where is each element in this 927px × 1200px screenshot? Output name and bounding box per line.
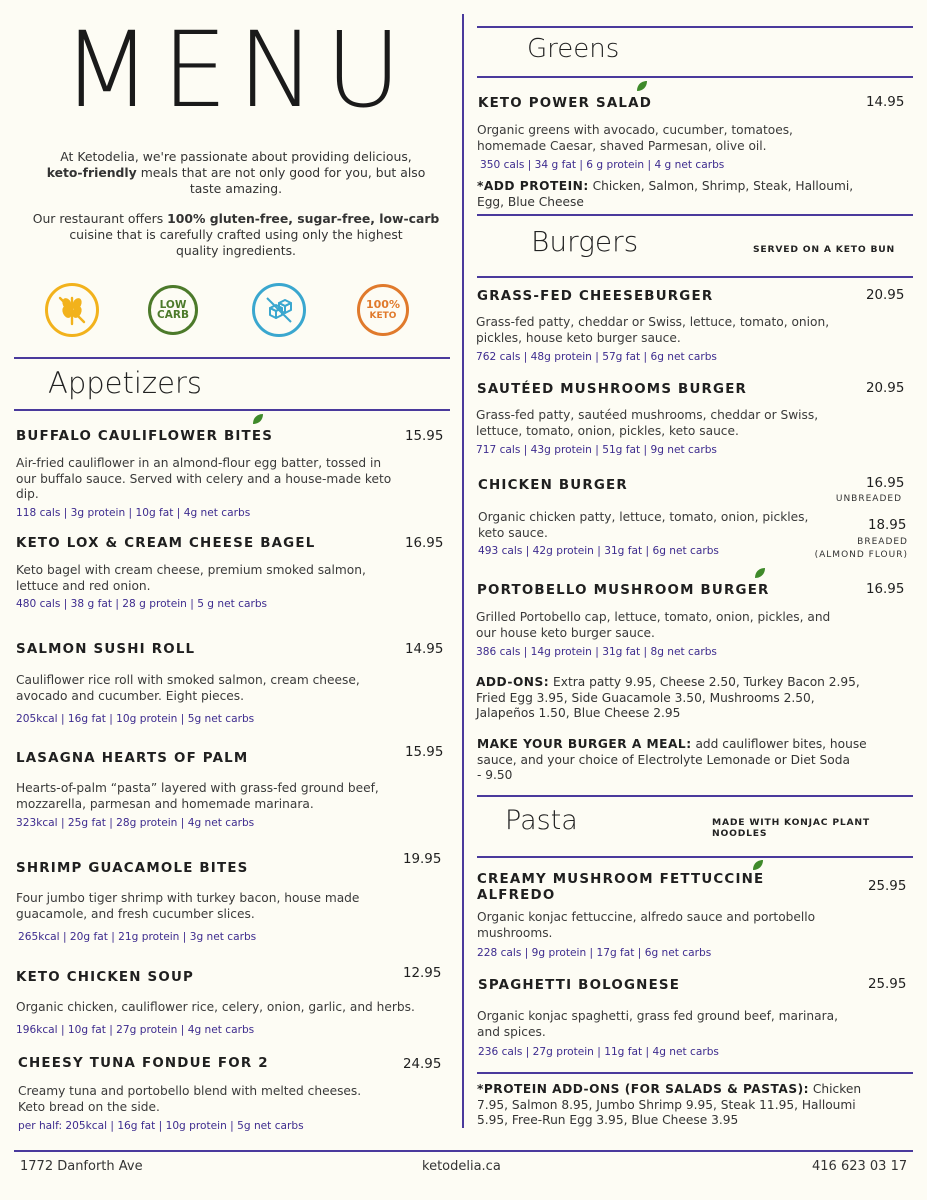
item-name: PORTOBELLO MUSHROOM BURGER xyxy=(477,583,770,598)
item-price: 16.95 xyxy=(866,476,905,491)
item-name: CHEESY TUNA FONDUE FOR 2 xyxy=(18,1056,269,1071)
intro-highlight: keto-friendly xyxy=(46,165,137,180)
pasta-rule-bottom xyxy=(477,856,913,858)
item-name: KETO LOX & CREAM CHEESE BAGEL xyxy=(16,536,316,551)
item-description: Creamy tuna and portobello blend with melted cheeses. Keto bread on the side. xyxy=(18,1084,362,1114)
addon-label: *ADD PROTEIN: xyxy=(477,179,589,193)
item-name: BUFFALO CAULIFLOWER BITES xyxy=(16,429,274,444)
burgers-rule-top xyxy=(477,214,913,216)
item-nutrition: per half: 205kcal | 16g fat | 10g protein | 5g net carbs xyxy=(18,1120,304,1132)
item-name: SAUTÉED MUSHROOMS BURGER xyxy=(477,382,748,397)
item-nutrition: 350 cals | 34 g fat | 6 g protein | 4 g net carbs xyxy=(480,159,725,171)
appetizers-rule-bottom xyxy=(14,409,450,411)
item-nutrition: 762 cals | 48g protein | 57g fat | 6g net carbs xyxy=(476,351,717,363)
burger-addons: ADD-ONS: Extra patty 9.95, Cheese 2.50, Turkey Bacon 2.95, Fried Egg 3.95, Side Guacamole 3.50, Mushrooms 2.50, Jalapeños 1.50, Blue Cheese 2.95 xyxy=(476,675,860,720)
addon-label: ADD-ONS: xyxy=(476,675,550,689)
item-price: 14.95 xyxy=(405,642,444,657)
burger-meal: MAKE YOUR BURGER A MEAL: add cauliflower bites, house sauce, and your choice of Electrolyte Lemonade or Diet Soda - 9.50 xyxy=(477,737,867,782)
keto-icon xyxy=(357,284,409,336)
greens-rule-top xyxy=(477,26,913,28)
item-name: LASAGNA HEARTS OF PALM xyxy=(16,751,249,766)
item-nutrition: 196kcal | 10g fat | 27g protein | 4g net carbs xyxy=(16,1024,255,1036)
center-divider xyxy=(462,14,464,1128)
intro-paragraph-2 xyxy=(30,211,442,259)
price-note-breaded: BREADED (ALMOND FLOUR) xyxy=(814,537,908,560)
item-description: Organic konjac fettuccine, alfredo sauce and portobello mushrooms. xyxy=(477,910,816,940)
intro-text: Our restaurant offers xyxy=(32,211,168,226)
intro-text: taste amazing. xyxy=(189,181,283,196)
item-name: CHICKEN BURGER xyxy=(478,478,628,493)
menu-title: MENU xyxy=(62,9,412,131)
greens-title: Greens xyxy=(527,34,620,64)
item-nutrition: 323kcal | 25g fat | 28g protein | 4g net carbs xyxy=(16,817,255,829)
item-nutrition: 228 cals | 9g protein | 17g fat | 6g net carbs xyxy=(477,947,712,959)
item-price: 16.95 xyxy=(866,582,905,597)
gluten-free-icon xyxy=(45,283,99,337)
pasta-note: MADE WITH KONJAC PLANT NOODLES xyxy=(712,817,870,839)
item-nutrition: 493 cals | 42g protein | 31g fat | 6g net carbs xyxy=(478,545,719,557)
item-name: SALMON SUSHI ROLL xyxy=(16,642,196,657)
item-nutrition: 118 cals | 3g protein | 10g fat | 4g net carbs xyxy=(16,507,251,519)
leaf-icon xyxy=(636,80,648,92)
pasta-addon-rule xyxy=(477,1072,913,1074)
footer-rule xyxy=(14,1150,913,1152)
item-name: GRASS-FED CHEESEBURGER xyxy=(477,289,714,304)
item-price-breaded: 18.95 xyxy=(868,518,907,533)
item-name: KETO CHICKEN SOUP xyxy=(16,970,195,985)
item-price: 25.95 xyxy=(868,879,907,894)
footer-website[interactable]: ketodelia.ca xyxy=(422,1159,501,1174)
intro-text: cuisine that is carefully crafted using only the highest xyxy=(69,227,403,242)
item-description: Organic konjac spaghetti, grass fed ground beef, marinara, and spices. xyxy=(477,1009,838,1039)
item-nutrition: 265kcal | 20g fat | 21g protein | 3g net carbs xyxy=(18,931,257,943)
item-description: Grilled Portobello cap, lettuce, tomato, onion, pickles, and our house keto burger sauce. xyxy=(476,610,831,640)
appetizers-title: Appetizers xyxy=(48,366,203,400)
item-price: 19.95 xyxy=(403,852,442,867)
item-name: SHRIMP GUACAMOLE BITES xyxy=(16,861,249,876)
footer-phone: 416 623 03 17 xyxy=(812,1159,908,1174)
leaf-icon xyxy=(752,859,764,871)
item-description: Keto bagel with cream cheese, premium smoked salmon, lettuce and red onion. xyxy=(16,563,366,593)
footer-address: 1772 Danforth Ave xyxy=(20,1159,143,1174)
item-nutrition: 386 cals | 14g protein | 31g fat | 8g net carbs xyxy=(476,646,717,658)
greens-protein-addon: *ADD PROTEIN: Chicken, Salmon, Shrimp, Steak, Halloumi, Egg, Blue Cheese xyxy=(477,179,854,209)
item-nutrition: 480 cals | 38 g fat | 28 g protein | 5 g net carbs xyxy=(16,598,268,610)
intro-text: At Ketodelia, we're passionate about providing delicious, xyxy=(60,149,412,164)
intro-highlight: 100% gluten-free, sugar-free, low-carb xyxy=(167,211,440,226)
protein-addons: *PROTEIN ADD-ONS (FOR SALADS & PASTAS): Chicken 7.95, Salmon 8.95, Jumbo Shrimp 9.95, Steak 11.95, Halloumi 5.95, Free-Run Egg 3.95, Blue Cheese 3.95 xyxy=(477,1082,862,1127)
burgers-note: SERVED ON A KETO BUN xyxy=(753,244,896,255)
keto-label: 100% xyxy=(366,297,400,311)
item-price: 20.95 xyxy=(866,288,905,303)
item-nutrition: 205kcal | 16g fat | 10g protein | 5g net carbs xyxy=(16,713,255,725)
item-description: Grass-fed patty, sautéed mushrooms, cheddar or Swiss, lettuce, tomato, onion, pickles, keto sauce. xyxy=(476,408,819,438)
item-description: Air-fried cauliflower in an almond-flour egg batter, tossed in our buffalo sauce. Served with celery and a house-made keto dip. xyxy=(16,456,392,501)
keto-label: KETO xyxy=(369,310,397,321)
item-nutrition: 236 cals | 27g protein | 11g fat | 4g net carbs xyxy=(478,1046,719,1058)
item-price: 20.95 xyxy=(866,381,905,396)
item-description: Organic greens with avocado, cucumber, tomatoes, homemade Caesar, shaved Parmesan, olive oil. xyxy=(477,123,793,153)
intro-text: quality ingredients. xyxy=(176,243,296,258)
item-price: 15.95 xyxy=(405,429,444,444)
pasta-rule-top xyxy=(477,795,913,797)
meal-label: MAKE YOUR BURGER A MEAL: xyxy=(477,737,692,751)
item-price: 15.95 xyxy=(405,745,444,760)
item-description: Grass-fed patty, cheddar or Swiss, lettuce, tomato, onion, pickles, house keto burger sauce. xyxy=(476,315,830,345)
burgers-rule-bottom xyxy=(477,276,913,278)
intro-paragraph-1 xyxy=(40,149,432,197)
item-name: KETO POWER SALAD xyxy=(478,96,653,111)
item-price: 16.95 xyxy=(405,536,444,551)
protein-addon-label: *PROTEIN ADD-ONS (FOR SALADS & PASTAS): xyxy=(477,1082,810,1096)
item-price: 24.95 xyxy=(403,1057,442,1072)
low-carb-icon xyxy=(148,285,198,335)
item-description: Cauliflower rice roll with smoked salmon, cream cheese, avocado and cucumber. Eight pieces. xyxy=(16,673,360,703)
burgers-title: Burgers xyxy=(531,225,639,258)
item-price: 12.95 xyxy=(403,966,442,981)
pasta-title: Pasta xyxy=(505,805,578,836)
low-carb-label: LOW xyxy=(159,299,187,311)
appetizers-rule-top xyxy=(14,357,450,359)
item-description: Organic chicken patty, lettuce, tomato, onion, pickles, keto sauce. xyxy=(478,510,809,540)
item-description: Hearts-of-palm “pasta” layered with grass-fed ground beef, mozzarella, parmesan and homemade marinara. xyxy=(16,781,379,811)
greens-rule-bottom xyxy=(477,76,913,78)
item-description: Organic chicken, cauliflower rice, celery, onion, garlic, and herbs. xyxy=(16,1000,415,1014)
intro-text: meals that are not only good for you, but also xyxy=(136,165,426,180)
price-note-unbreaded: UNBREADED xyxy=(835,494,902,504)
item-nutrition: 717 cals | 43g protein | 51g fat | 9g net carbs xyxy=(476,444,717,456)
low-carb-label: CARB xyxy=(157,309,189,321)
item-price: 14.95 xyxy=(866,95,905,110)
leaf-icon xyxy=(252,413,264,425)
item-name: SPAGHETTI BOLOGNESE xyxy=(478,978,681,993)
leaf-icon xyxy=(754,567,766,579)
sugar-free-icon xyxy=(252,283,306,337)
item-description: Four jumbo tiger shrimp with turkey bacon, house made guacamole, and fresh cucumber slices. xyxy=(16,891,360,921)
item-name: CREAMY MUSHROOM FETTUCCINE ALFREDO xyxy=(477,872,765,903)
item-price: 25.95 xyxy=(868,977,907,992)
